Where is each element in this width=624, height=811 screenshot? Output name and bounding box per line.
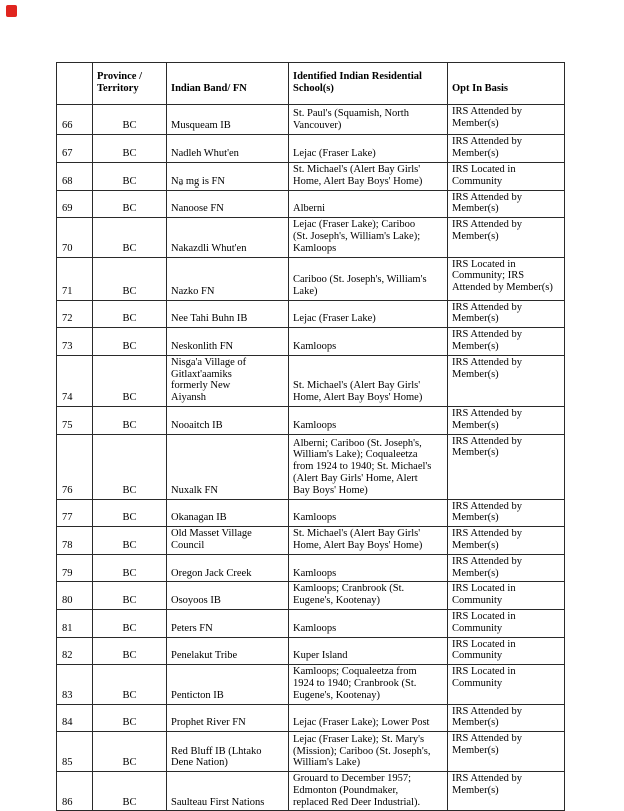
cell-opt: IRS Attended by Member(s) [448, 554, 565, 582]
cell-band: Penticton IB [167, 665, 289, 704]
cell-num: 69 [57, 190, 93, 218]
cell-prov: BC [93, 732, 167, 772]
cell-band: Prophet River FN [167, 704, 289, 732]
header-opt-in: Opt In Basis [448, 63, 565, 105]
cell-school: Alberni; Cariboo (St. Joseph's, William's Lake); Coqualeetza from 1924 to 1940; St. Michael's (Alert Bay Girls' Home, Alert Bay Boys' Home) [289, 434, 448, 499]
cell-school: Kamloops [289, 554, 448, 582]
cell-school: St. Michael's (Alert Bay Girls' Home, Alert Bay Boys' Home) [289, 163, 448, 191]
cell-band: Na̱ mg̱ is FN [167, 163, 289, 191]
cell-opt: IRS Attended by Member(s) [448, 732, 565, 772]
cell-prov: BC [93, 218, 167, 257]
cell-num: 78 [57, 527, 93, 555]
cell-prov: BC [93, 527, 167, 555]
cell-school: St. Paul's (Squamish, North Vancouver) [289, 105, 448, 135]
cell-num: 68 [57, 163, 93, 191]
cell-prov: BC [93, 190, 167, 218]
cell-opt: IRS Located in Community [448, 665, 565, 704]
table-row [57, 582, 565, 610]
cell-num: 73 [57, 328, 93, 356]
cell-opt: IRS Located in Community [448, 609, 565, 637]
cell-school: Lejac (Fraser Lake); Cariboo (St. Joseph's, William's Lake); Kamloops [289, 218, 448, 257]
cell-school: St. Michael's (Alert Bay Girls' Home, Alert Bay Boys' Home) [289, 527, 448, 555]
table-row [57, 772, 565, 811]
table-row [57, 163, 565, 191]
cell-band: Nee Tahi Buhn IB [167, 300, 289, 328]
table-row [57, 218, 565, 257]
cell-opt: IRS Attended by Member(s) [448, 135, 565, 163]
cell-prov: BC [93, 582, 167, 610]
broken-image-icon [6, 5, 17, 17]
cell-school: Grouard to December 1957; Edmonton (Poundmaker, replaced Red Deer Industrial). [289, 772, 448, 811]
cell-prov: BC [93, 637, 167, 665]
table-body [57, 105, 565, 811]
cell-opt: IRS Attended by Member(s) [448, 300, 565, 328]
cell-band: Nisga'a Village of Gitlaxt'aamiks formerly New Aiyansh [167, 355, 289, 406]
table-row [57, 406, 565, 434]
cell-band: Neskonlith FN [167, 328, 289, 356]
cell-num: 71 [57, 257, 93, 300]
table-row [57, 554, 565, 582]
cell-band: Saulteau First Nations [167, 772, 289, 811]
cell-band: Nadleh Whut'en [167, 135, 289, 163]
cell-opt: IRS Attended by Member(s) [448, 704, 565, 732]
header-province: Province / Territory [93, 63, 167, 105]
cell-prov: BC [93, 135, 167, 163]
header-row [57, 63, 565, 105]
cell-num: 72 [57, 300, 93, 328]
cell-band: Nanoose FN [167, 190, 289, 218]
table-row [57, 434, 565, 499]
header-band: Indian Band/ FN [167, 63, 289, 105]
cell-prov: BC [93, 163, 167, 191]
table-row [57, 105, 565, 135]
cell-band: Red Bluff IB (Lhtako Dene Nation) [167, 732, 289, 772]
cell-band: Nazko FN [167, 257, 289, 300]
cell-school: Kuper Island [289, 637, 448, 665]
cell-opt: IRS Attended by Member(s) [448, 105, 565, 135]
cell-opt: IRS Attended by Member(s) [448, 328, 565, 356]
cell-num: 86 [57, 772, 93, 811]
table-row [57, 328, 565, 356]
cell-band: Peters FN [167, 609, 289, 637]
table-row [57, 732, 565, 772]
cell-opt: IRS Attended by Member(s) [448, 190, 565, 218]
header-schools: Identified Indian Residential School(s) [289, 63, 448, 105]
cell-prov: BC [93, 105, 167, 135]
cell-school: Kamloops [289, 609, 448, 637]
cell-school: Lejac (Fraser Lake) [289, 300, 448, 328]
cell-opt: IRS Attended by Member(s) [448, 434, 565, 499]
cell-school: Lejac (Fraser Lake) [289, 135, 448, 163]
cell-prov: BC [93, 300, 167, 328]
cell-prov: BC [93, 434, 167, 499]
header-blank [57, 63, 93, 105]
cell-school: Lejac (Fraser Lake); St. Mary's (Mission); Cariboo (St. Joseph's, William's Lake) [289, 732, 448, 772]
cell-num: 83 [57, 665, 93, 704]
cell-num: 70 [57, 218, 93, 257]
cell-prov: BC [93, 609, 167, 637]
cell-prov: BC [93, 665, 167, 704]
cell-school: Cariboo (St. Joseph's, William's Lake) [289, 257, 448, 300]
cell-band: Penelakut Tribe [167, 637, 289, 665]
cell-num: 79 [57, 554, 93, 582]
cell-band: Nakazdli Whut'en [167, 218, 289, 257]
cell-band: Nooaitch IB [167, 406, 289, 434]
table-row [57, 300, 565, 328]
cell-school: St. Michael's (Alert Bay Girls' Home, Alert Bay Boys' Home) [289, 355, 448, 406]
cell-prov: BC [93, 499, 167, 527]
cell-prov: BC [93, 355, 167, 406]
cell-opt: IRS Located in Community [448, 163, 565, 191]
table-row [57, 637, 565, 665]
cell-opt: IRS Attended by Member(s) [448, 772, 565, 811]
cell-band: Okanagan IB [167, 499, 289, 527]
cell-num: 84 [57, 704, 93, 732]
cell-prov: BC [93, 772, 167, 811]
cell-num: 66 [57, 105, 93, 135]
table-row [57, 704, 565, 732]
cell-num: 75 [57, 406, 93, 434]
cell-opt: IRS Attended by Member(s) [448, 218, 565, 257]
table-row [57, 257, 565, 300]
cell-prov: BC [93, 328, 167, 356]
cell-school: Alberni [289, 190, 448, 218]
table-row [57, 499, 565, 527]
cell-opt: IRS Attended by Member(s) [448, 406, 565, 434]
cell-num: 80 [57, 582, 93, 610]
table-row [57, 190, 565, 218]
table-row [57, 135, 565, 163]
cell-num: 85 [57, 732, 93, 772]
cell-school: Kamloops; Coqualeetza from 1924 to 1940; Cranbrook (St. Eugene's, Kootenay) [289, 665, 448, 704]
cell-school: Kamloops [289, 406, 448, 434]
cell-band: Osoyoos IB [167, 582, 289, 610]
table-row [57, 527, 565, 555]
cell-school: Kamloops; Cranbrook (St. Eugene's, Kootenay) [289, 582, 448, 610]
cell-prov: BC [93, 406, 167, 434]
opt-in-basis-table [56, 62, 565, 811]
cell-opt: IRS Located in Community; IRS Attended by Member(s) [448, 257, 565, 300]
table-row [57, 665, 565, 704]
cell-num: 76 [57, 434, 93, 499]
cell-opt: IRS Located in Community [448, 582, 565, 610]
cell-prov: BC [93, 704, 167, 732]
cell-num: 67 [57, 135, 93, 163]
cell-prov: BC [93, 554, 167, 582]
cell-prov: BC [93, 257, 167, 300]
cell-band: Nuxalk FN [167, 434, 289, 499]
cell-opt: IRS Attended by Member(s) [448, 499, 565, 527]
cell-band: Oregon Jack Creek [167, 554, 289, 582]
cell-num: 77 [57, 499, 93, 527]
cell-num: 81 [57, 609, 93, 637]
cell-opt: IRS Attended by Member(s) [448, 527, 565, 555]
table-row [57, 355, 565, 406]
table-row [57, 609, 565, 637]
cell-num: 82 [57, 637, 93, 665]
cell-band: Musqueam IB [167, 105, 289, 135]
cell-opt: IRS Located in Community [448, 637, 565, 665]
cell-school: Kamloops [289, 499, 448, 527]
cell-school: Lejac (Fraser Lake); Lower Post [289, 704, 448, 732]
cell-band: Old Masset Village Council [167, 527, 289, 555]
cell-num: 74 [57, 355, 93, 406]
cell-opt: IRS Attended by Member(s) [448, 355, 565, 406]
cell-school: Kamloops [289, 328, 448, 356]
